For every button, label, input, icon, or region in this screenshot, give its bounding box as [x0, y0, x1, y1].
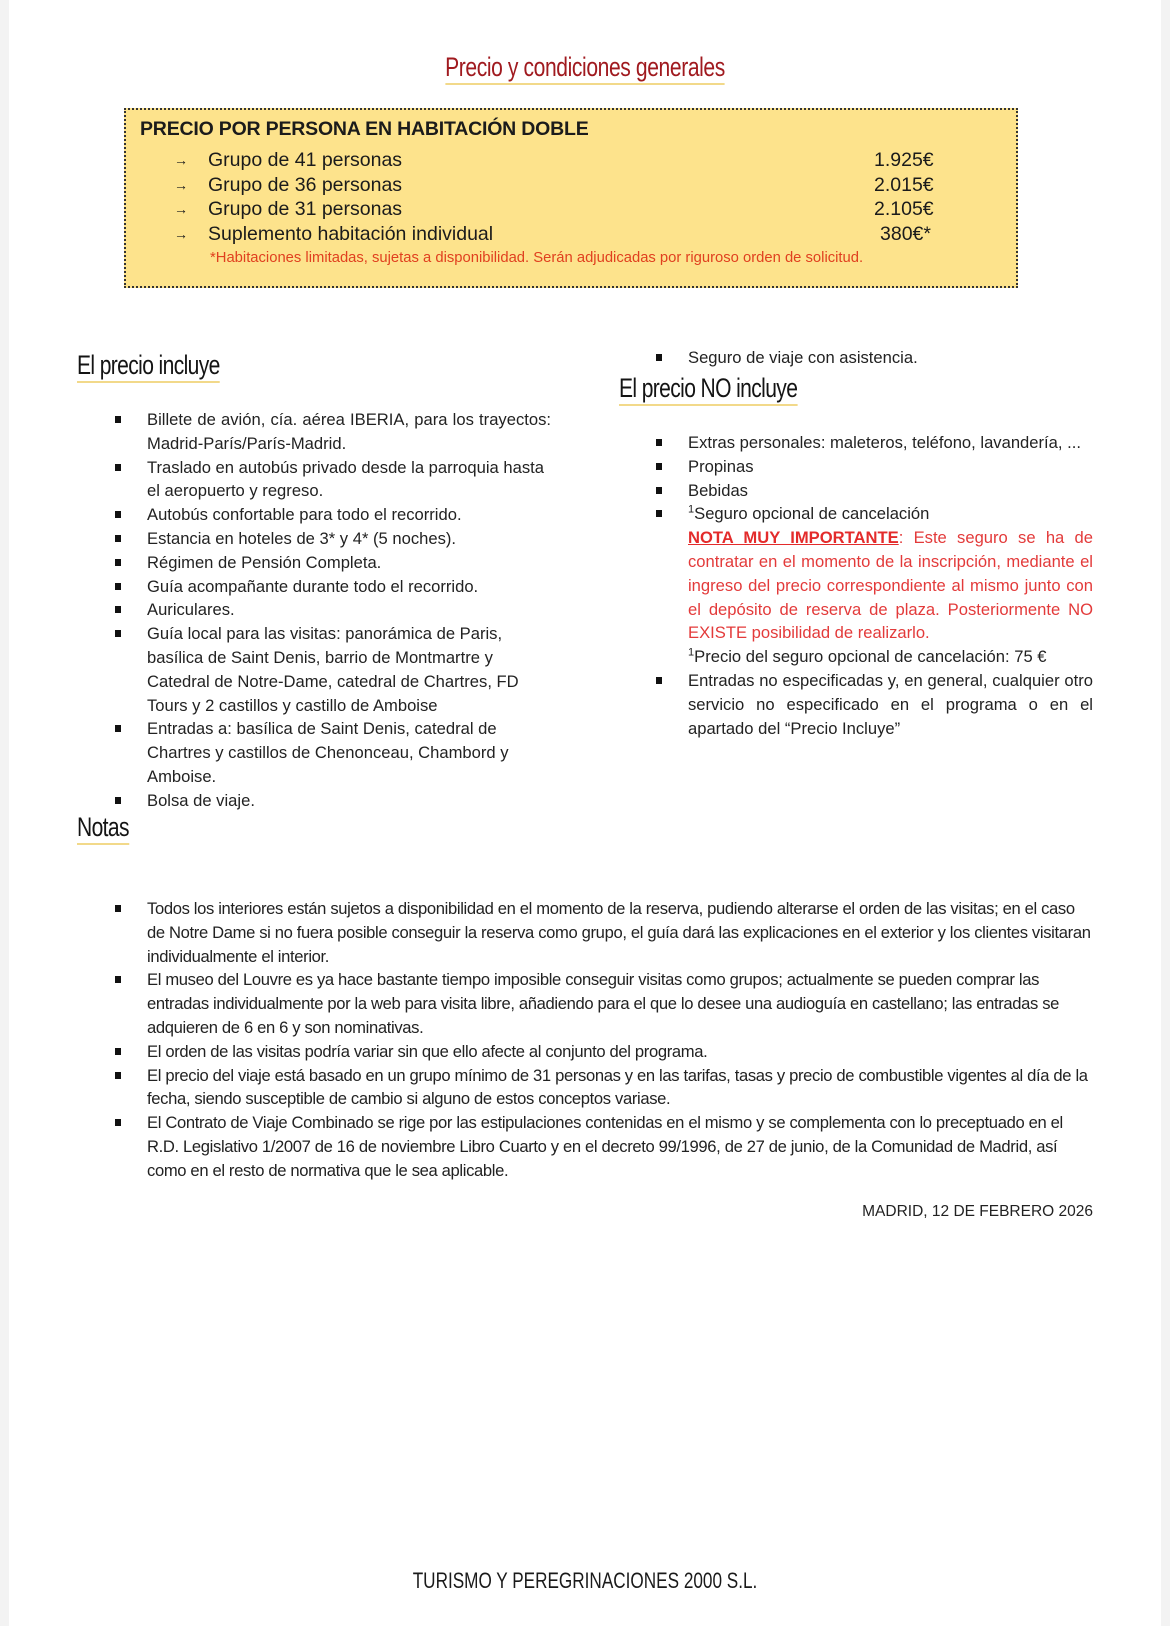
list-item: Entradas a: basílica de Saint Denis, catedral de Chartres y castillos de Chenonceau, Chambord y Amboise. — [115, 717, 551, 788]
bullet-icon — [656, 463, 662, 470]
bullet-icon — [656, 439, 662, 446]
important-label: NOTA MUY IMPORTANTE — [688, 528, 899, 548]
bullet-icon — [115, 464, 121, 471]
arrow-right-icon: → — [174, 177, 188, 193]
price-label: Grupo de 31 personas — [208, 198, 403, 220]
price-value: 2.015€ — [874, 174, 934, 196]
includes-list — [115, 408, 551, 813]
list-item: Guía acompañante durante todo el recorrido. — [115, 575, 551, 599]
bullet-icon — [115, 583, 121, 590]
list-item: Bebidas — [656, 479, 1093, 503]
list-item: Seguro de viaje con asistencia. — [656, 346, 1093, 370]
price-availability-note: *Habitaciones limitadas, sujetas a disponibilidad. Serán adjudicadas por riguroso orden de solicitud. — [210, 250, 864, 266]
list-item: El Contrato de Viaje Combinado se rige por las estipulaciones contenidas en el mismo y se complementa con lo preceptuado en el R.D. Legislativo 1/2007 de 16 de noviembre Libro Cuarto y en el decreto 99/1996, de 27 de junio, de la Comunidad de Madrid, así como en el resto de normativa que le sea aplicable. — [115, 1111, 1093, 1182]
price-row — [174, 148, 934, 173]
arrow-right-icon: → — [174, 226, 188, 242]
list-item: Auriculares. — [115, 598, 551, 622]
bullet-icon — [115, 1072, 121, 1079]
list-item: Propinas — [656, 455, 1093, 479]
price-label: Suplemento habitación individual — [208, 223, 494, 245]
company-footer: TURISMO Y PEREGRINACIONES 2000 S.L. — [412, 1568, 758, 1593]
notes-heading: Notas — [77, 812, 129, 843]
price-value: 1.925€ — [874, 149, 934, 171]
bullet-icon — [115, 797, 121, 804]
price-label: Grupo de 36 personas — [208, 174, 403, 196]
page-title: Precio y condiciones generales — [129, 52, 1042, 83]
bullet-icon — [656, 677, 662, 684]
price-row — [174, 222, 931, 247]
price-box — [124, 108, 1018, 288]
bullet-icon — [115, 905, 121, 912]
document-date: MADRID, 12 DE FEBRERO 2026 — [862, 1203, 1093, 1220]
bullet-icon — [115, 630, 121, 637]
price-value: 380€* — [880, 223, 931, 245]
bullet-icon — [115, 976, 121, 983]
bullet-icon — [115, 725, 121, 732]
bullet-icon — [115, 559, 121, 566]
footnote-marker: 1 — [688, 503, 695, 516]
bullet-icon — [115, 1119, 121, 1126]
important-note: NOTA MUY IMPORTANTE: Este seguro se ha de contratar en el momento de la inscripción, mediante el ingreso del precio correspondiente al mismo junto con el depósito de reserva de plaza. Posteriormente NO EXISTE posibilidad de realizarlo. — [688, 528, 1093, 643]
bullet-icon — [656, 354, 662, 361]
excludes-list — [656, 431, 1093, 740]
list-item: Guía local para las visitas: panorámica de Paris, basílica de Saint Denis, barrio de Montmartre y Catedral de Notre-Dame, catedral de Chartres, FD Tours y 2 castillos y castillo de Amboise — [115, 622, 551, 717]
list-item: Extras personales: maleteros, teléfono, lavandería, ... — [656, 431, 1093, 455]
list-item: Estancia en hoteles de 3* y 4* (5 noches). — [115, 527, 551, 551]
price-row — [174, 197, 934, 222]
price-value: 2.105€ — [874, 198, 934, 220]
list-item: Régimen de Pensión Completa. — [115, 551, 551, 575]
price-box-title: PRECIO POR PERSONA EN HABITACIÓN DOBLE — [140, 118, 589, 140]
list-item: Entradas no especificadas y, en general, cualquier otro servicio no especificado en el programa o en el apartado del “Precio Incluye” — [656, 669, 1093, 740]
price-row — [174, 173, 934, 198]
includes-list-continued — [656, 346, 1093, 370]
arrow-right-icon: → — [174, 152, 188, 168]
bullet-icon — [115, 416, 121, 423]
excludes-heading: El precio NO incluye — [619, 373, 797, 404]
list-item: Todos los interiores están sujetos a disponibilidad en el momento de la reserva, pudiendo alterarse el orden de las visitas; en el caso de Notre Dame si no fuera posible conseguir la reserva como grupo, el guía dará las explicaciones en el exterior y los clientes visitaran individualmente el interior. — [115, 897, 1093, 968]
list-item: Autobús confortable para todo el recorrido. — [115, 503, 551, 527]
list-item: $^1$Seguro opcional de cancelación NOTA MUY IMPORTANTE: Este seguro se ha de contratar en el momento de la inscripción, mediante el ingreso del precio correspondiente al mismo junto con el depósito de reserva de plaza. Posteriormente NO EXISTE posibilidad de realizarlo. $^1$Precio del seguro opcional de cancelación: 75 € — [656, 502, 1093, 669]
bullet-icon — [656, 487, 662, 494]
notes-list — [115, 897, 1093, 1183]
bullet-icon — [115, 1048, 121, 1055]
bullet-icon — [115, 535, 121, 542]
insurance-price: $^1$Precio del seguro opcional de cancelación: 75 € — [688, 646, 1047, 667]
includes-heading: El precio incluye — [77, 350, 220, 381]
arrow-right-icon: → — [174, 201, 188, 217]
list-item: El precio del viaje está basado en un grupo mínimo de 31 personas y en las tarifas, tasas y precio de combustible vigentes al día de la fecha, siendo susceptible de cambio si alguno de estos conceptos variase. — [115, 1064, 1093, 1112]
list-item: El museo del Louvre es ya hace bastante tiempo imposible conseguir visitas como grupos; actualmente se pueden comprar las entradas individualmente por la web para visita libre, añadiendo para el que lo desee una audioguía en castellano; las entradas se adquieren de 6 en 6 y son nominativas. — [115, 968, 1093, 1039]
list-item: El orden de las visitas podría variar sin que ello afecte al conjunto del programa. — [115, 1040, 1093, 1064]
list-item: Bolsa de viaje. — [115, 789, 551, 813]
bullet-icon — [115, 606, 121, 613]
bullet-icon — [656, 510, 662, 517]
price-label: Grupo de 41 personas — [208, 149, 403, 171]
list-item: Billete de avión, cía. aérea IBERIA, para los trayectos: Madrid-París/París-Madrid. — [115, 408, 551, 456]
bullet-icon — [115, 511, 121, 518]
list-item: Traslado en autobús privado desde la parroquia hasta el aeropuerto y regreso. — [115, 456, 551, 504]
